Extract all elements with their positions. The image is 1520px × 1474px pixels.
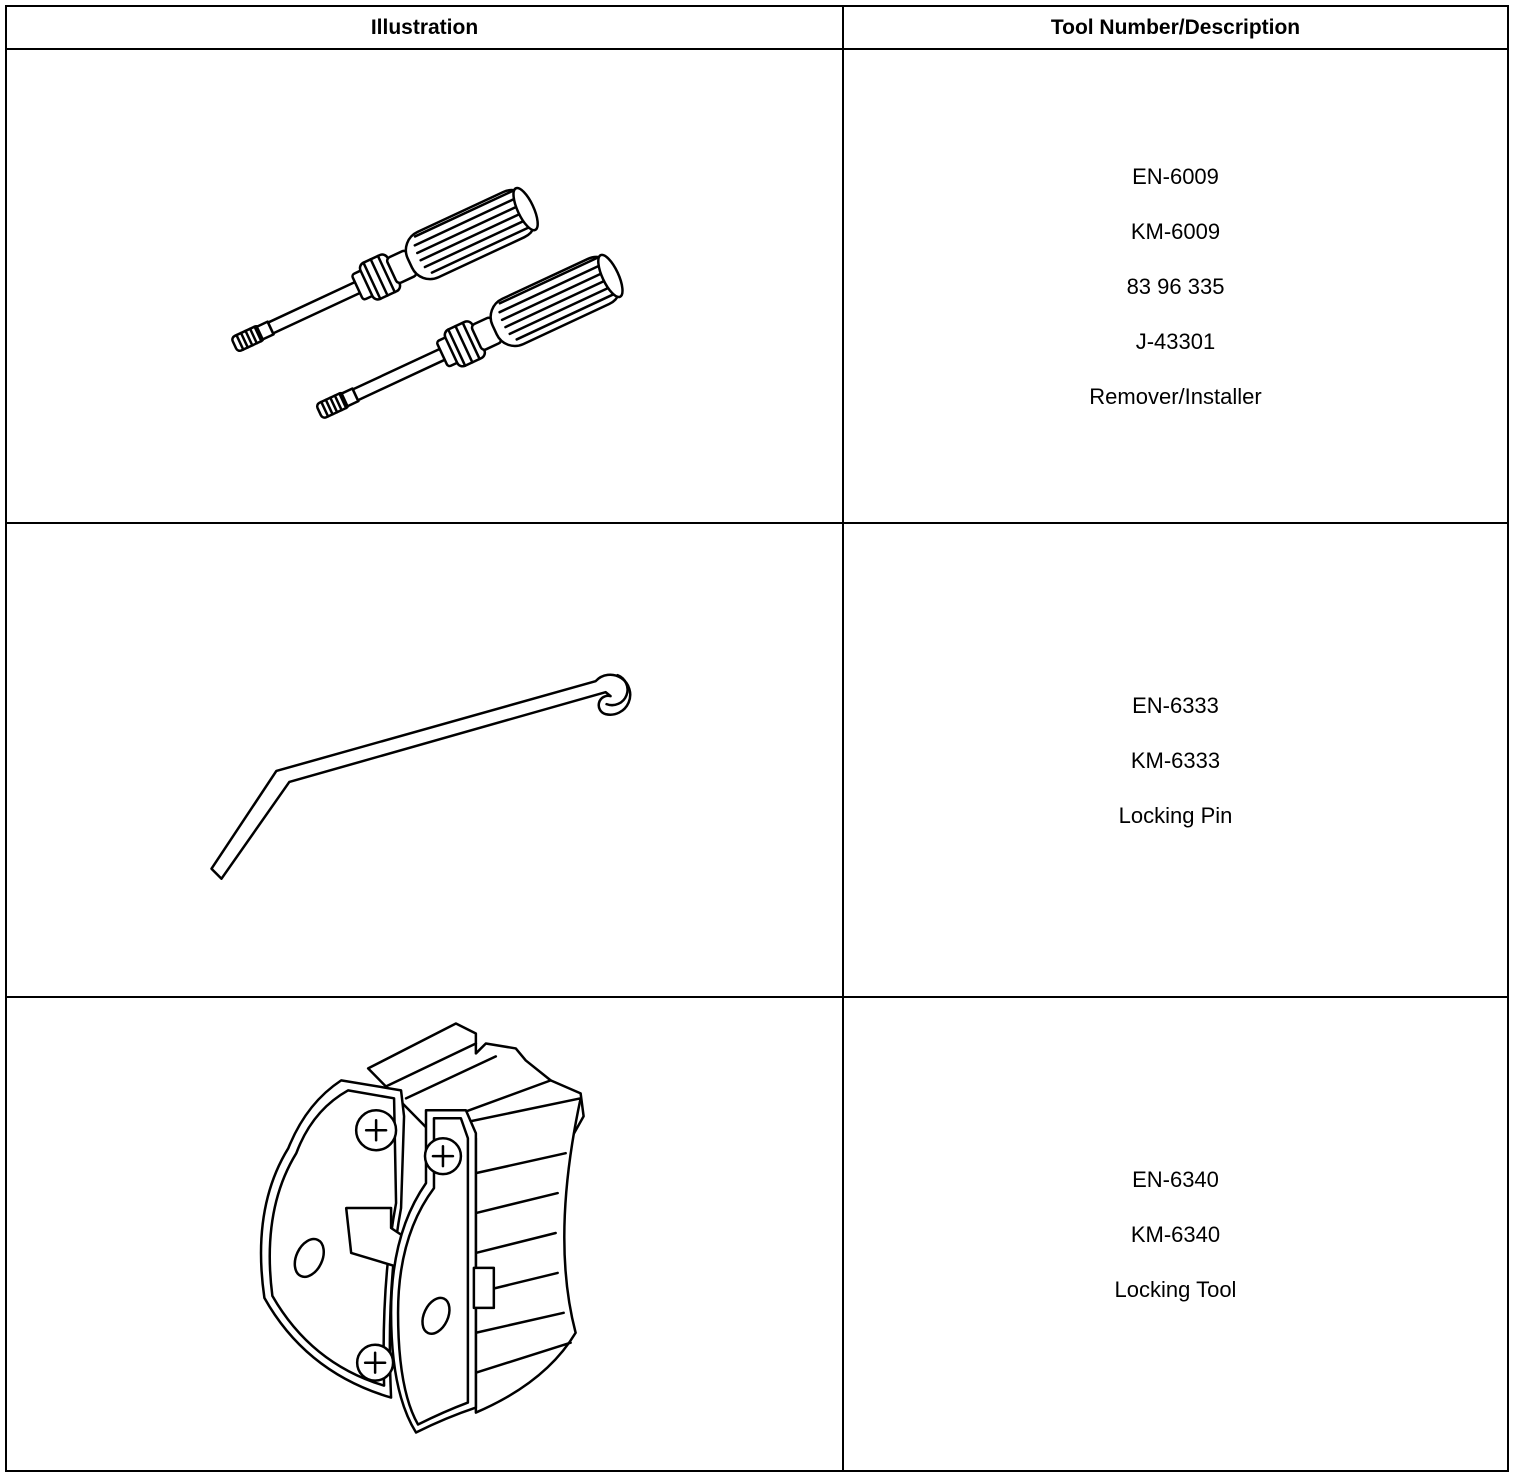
illustration-cell xyxy=(6,49,843,523)
special-tools-table xyxy=(5,5,1509,1472)
remover-installer-tools-illustration xyxy=(7,50,842,522)
tool-number-line: 83 96 335 xyxy=(1126,273,1225,299)
illustration-cell xyxy=(6,997,843,1471)
illustration-column-header: Illustration xyxy=(6,6,843,49)
tool-number-line: EN-6333 xyxy=(1132,692,1219,718)
locking-tool-illustration xyxy=(7,998,842,1470)
illustration-cell xyxy=(6,523,843,997)
table-header-row xyxy=(6,6,1508,49)
tool-description-cell xyxy=(843,49,1508,523)
tool-number-line: EN-6009 xyxy=(1132,163,1219,189)
tool-description-column-header: Tool Number/Description xyxy=(843,6,1508,49)
tool-number-line: KM-6340 xyxy=(1130,1221,1221,1247)
tool-description-line: Locking Pin xyxy=(1118,802,1233,828)
tool-number-line: KM-6333 xyxy=(1130,747,1221,773)
locking-pin-illustration xyxy=(7,524,842,996)
tool-description-cell xyxy=(843,997,1508,1471)
tool-description-cell xyxy=(843,523,1508,997)
table-row xyxy=(6,49,1508,523)
tool-number-line: KM-6009 xyxy=(1130,218,1221,244)
tool-number-line: EN-6340 xyxy=(1132,1166,1219,1192)
tool-description-line: Locking Tool xyxy=(1114,1276,1237,1302)
tool-description-line: Remover/Installer xyxy=(1089,383,1262,409)
table-row xyxy=(6,523,1508,997)
tool-number-line: J-43301 xyxy=(1135,328,1216,354)
table-row xyxy=(6,997,1508,1471)
